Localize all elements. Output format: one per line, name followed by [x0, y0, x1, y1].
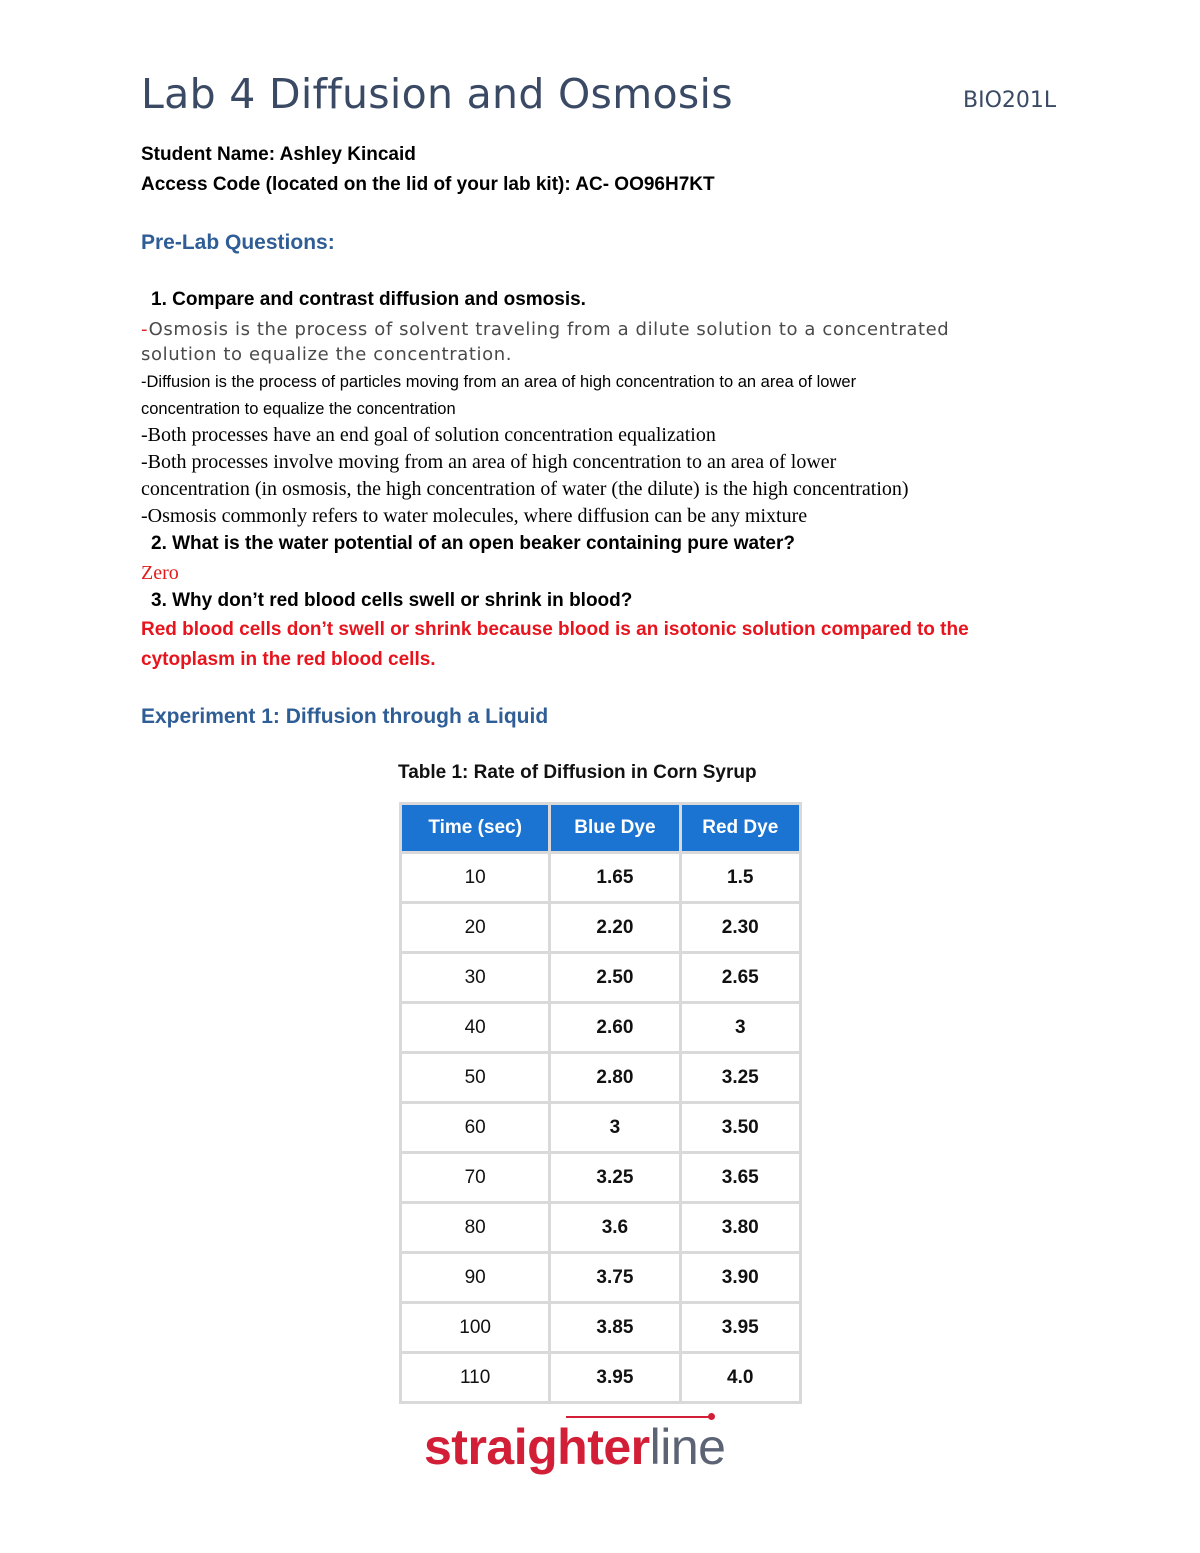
cell-blue-dye: 3.75 — [551, 1254, 681, 1304]
cell-time: 90 — [402, 1254, 551, 1304]
cell-red-dye: 1.5 — [682, 854, 799, 904]
cell-red-dye: 2.65 — [682, 954, 799, 1004]
access-code-label: Access Code (located on the lid of your lab kit): — [141, 174, 571, 195]
cell-time: 30 — [402, 954, 551, 1004]
cell-blue-dye: 1.65 — [551, 854, 681, 904]
cell-time: 70 — [402, 1154, 551, 1204]
cell-time: 20 — [402, 904, 551, 954]
course-code: BIO201L — [963, 88, 1057, 113]
q2-answer: Zero — [141, 562, 179, 584]
q1-answer-3: -Both processes have an end goal of solution concentration equalization — [141, 424, 716, 446]
q1-answer-1-line-2: solution to equalize the concentration. — [141, 344, 513, 365]
cell-red-dye: 3.65 — [682, 1154, 799, 1204]
table-row — [402, 954, 799, 1004]
table-row — [402, 904, 799, 954]
q1-answer-4-line-2: concentration (in osmosis, the high concentration of water (the dilute) is the high concentration) — [141, 478, 909, 500]
table-row — [402, 1254, 799, 1304]
cell-red-dye: 2.30 — [682, 904, 799, 954]
access-code-line — [141, 174, 715, 196]
table-caption: Table 1: Rate of Diffusion in Corn Syrup — [398, 762, 757, 783]
question-2: 2. What is the water potential of an open beaker containing pure water? — [151, 533, 795, 554]
table-row — [402, 1004, 799, 1054]
q1-answer-4-line-1: -Both processes involve moving from an area of high concentration to an area of lower — [141, 451, 837, 473]
cell-blue-dye: 2.60 — [551, 1004, 681, 1054]
student-name-label: Student Name: — [141, 144, 276, 165]
experiment-1-heading: Experiment 1: Diffusion through a Liquid — [141, 705, 549, 728]
column-header-time: Time (sec) — [402, 805, 551, 854]
cell-blue-dye: 3.95 — [551, 1354, 681, 1401]
table-row — [402, 854, 799, 904]
q1-answer-1-text: Osmosis is the process of solvent traveling from a dilute solution to a concentrated — [148, 319, 950, 340]
q1-answer-1-dash: - — [141, 319, 149, 340]
table-header-row — [402, 805, 799, 854]
table-row — [402, 1304, 799, 1354]
prelab-heading: Pre-Lab Questions: — [141, 231, 335, 254]
cell-blue-dye: 3.6 — [551, 1204, 681, 1254]
q1-answer-2-line-2: concentration to equalize the concentration — [141, 400, 456, 418]
q3-answer-line-2: cytoplasm in the red blood cells. — [141, 649, 436, 670]
q1-answer-5: -Osmosis commonly refers to water molecules, where diffusion can be any mixture — [141, 505, 808, 527]
cell-time: 40 — [402, 1004, 551, 1054]
student-name-line — [141, 144, 416, 166]
column-header-red-dye: Red Dye — [682, 805, 799, 854]
question-3: 3. Why don’t red blood cells swell or shrink in blood? — [151, 590, 633, 611]
cell-time: 50 — [402, 1054, 551, 1104]
cell-time: 60 — [402, 1104, 551, 1154]
cell-red-dye: 3.95 — [682, 1304, 799, 1354]
q3-answer-line-1: Red blood cells don’t swell or shrink because blood is an isotonic solution compared to the — [141, 619, 969, 640]
cell-blue-dye: 2.80 — [551, 1054, 681, 1104]
straighterline-logo — [424, 1418, 725, 1476]
table-row — [402, 1354, 799, 1401]
cell-blue-dye: 3.25 — [551, 1154, 681, 1204]
cell-blue-dye: 2.50 — [551, 954, 681, 1004]
cell-red-dye: 3 — [682, 1004, 799, 1054]
cell-blue-dye: 3.85 — [551, 1304, 681, 1354]
access-code-value: AC- OO96H7KT — [575, 174, 715, 195]
cell-blue-dye: 2.20 — [551, 904, 681, 954]
cell-time: 10 — [402, 854, 551, 904]
logo-text-straighter: straighter — [424, 1419, 650, 1475]
table-row — [402, 1104, 799, 1154]
cell-time: 80 — [402, 1204, 551, 1254]
q1-answer-1-line-1 — [141, 319, 949, 340]
table-row — [402, 1054, 799, 1104]
student-name-value: Ashley Kincaid — [279, 144, 416, 165]
q1-answer-2-line-1: -Diffusion is the process of particles moving from an area of high concentration to an area of lower — [141, 373, 857, 391]
page-title: Lab 4 Diffusion and Osmosis — [141, 70, 733, 118]
cell-time: 100 — [402, 1304, 551, 1354]
column-header-blue-dye: Blue Dye — [551, 805, 681, 854]
cell-red-dye: 3.80 — [682, 1204, 799, 1254]
cell-blue-dye: 3 — [551, 1104, 681, 1154]
cell-red-dye: 4.0 — [727, 1366, 754, 1388]
table-row — [402, 1154, 799, 1204]
cell-red-dye: 3.25 — [682, 1054, 799, 1104]
cell-red-dye: 3.50 — [682, 1104, 799, 1154]
table-row — [402, 1204, 799, 1254]
logo-text-line: line — [649, 1419, 726, 1475]
diffusion-table — [399, 802, 802, 1404]
cell-time: 110 — [402, 1354, 551, 1401]
question-1: 1. Compare and contrast diffusion and osmosis. — [151, 289, 586, 310]
cell-red-dye: 3.90 — [682, 1254, 799, 1304]
